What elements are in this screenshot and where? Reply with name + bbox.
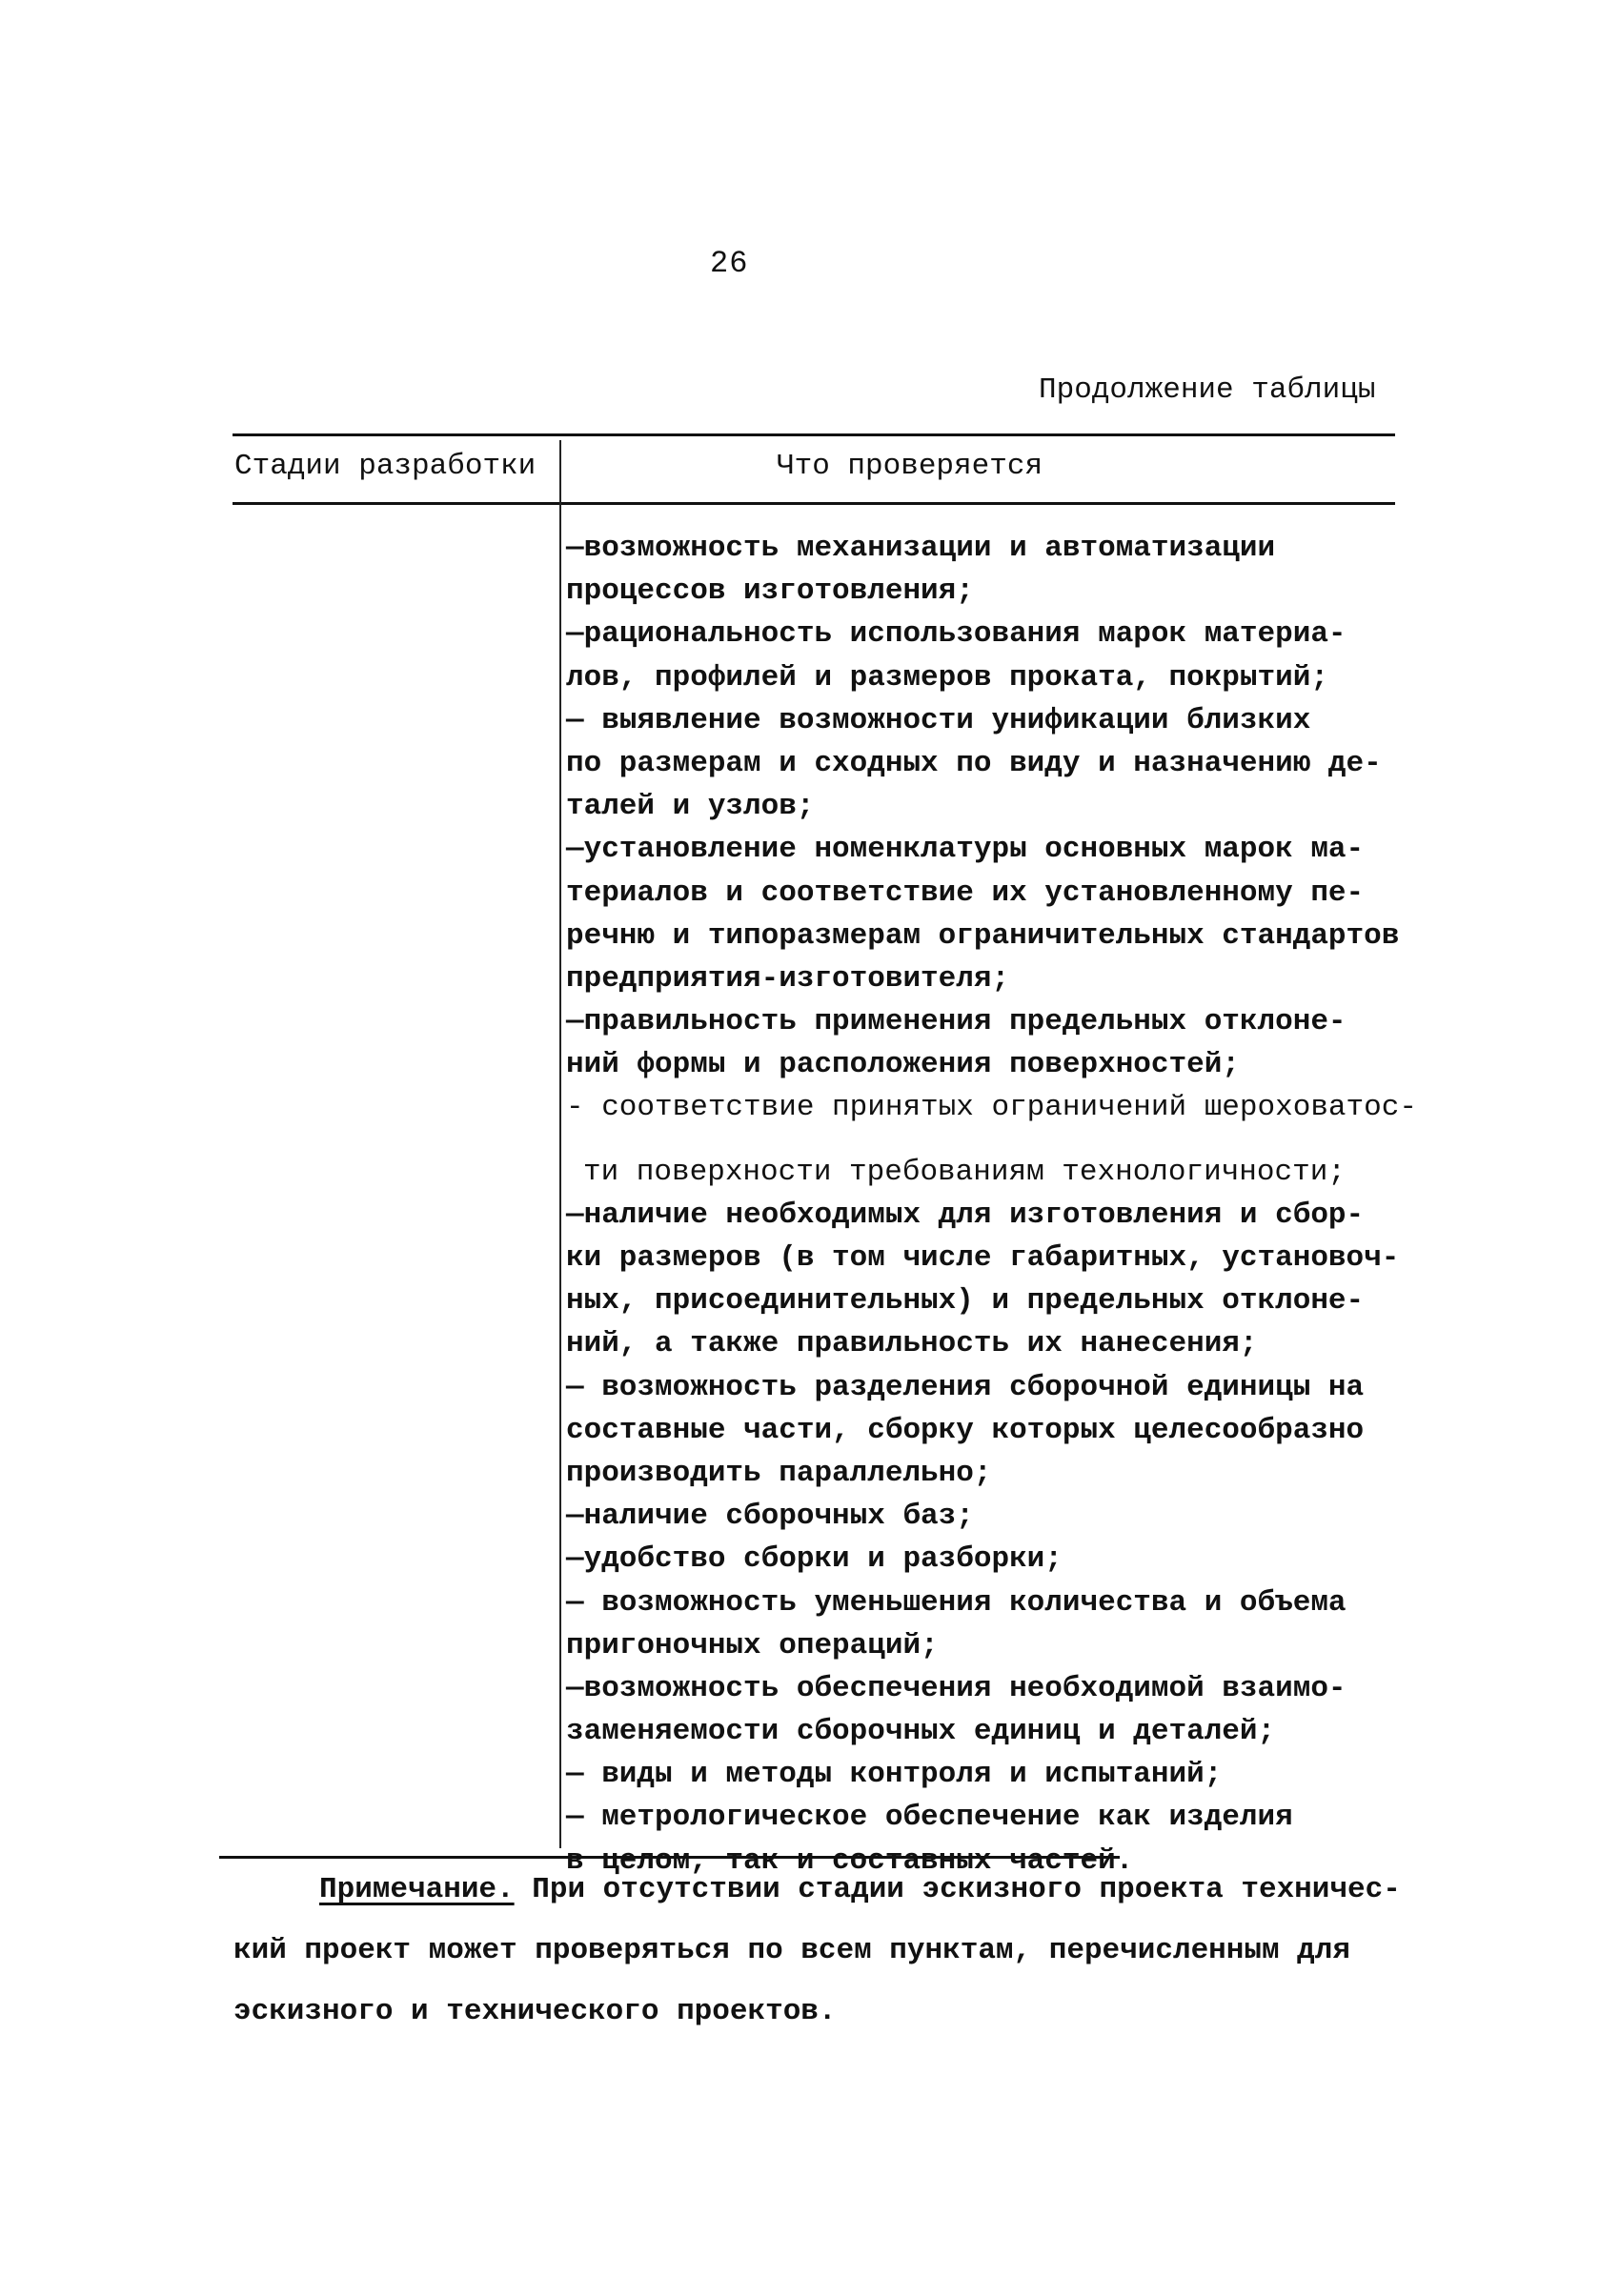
table-line: — выявление возможности унификации близких — [566, 703, 1311, 737]
table-line: речню и типоразмерам ограничительных стандартов — [566, 918, 1400, 953]
table-line: процессов изготовления; — [566, 574, 974, 609]
note-text: При отсутствии стадии эскизного проекта техничес- — [514, 1873, 1401, 1906]
table-line: — возможность уменьшения количества и объема — [566, 1585, 1347, 1620]
table-continuation-label: Продолжение таблицы — [1039, 373, 1376, 407]
table-line: —возможность механизации и автоматизации — [566, 532, 1276, 565]
note-line-3: эскизного и технического проектов. — [233, 1995, 837, 2028]
table-line: ных, присоединительных) и предельных отклоне- — [566, 1284, 1365, 1319]
note-paragraph — [233, 1860, 1415, 2043]
table-line: — возможность разделения сборочной единицы на — [566, 1370, 1365, 1404]
table-top-rule — [233, 433, 1395, 436]
table-line: ти поверхности требованиям технологичности; — [583, 1155, 1346, 1189]
page-number: 26 — [710, 246, 749, 281]
table-line: талей и узлов; — [566, 790, 815, 824]
table-line: —удобство сборки и разборки; — [566, 1542, 1063, 1577]
table-bottom-rule — [219, 1856, 1120, 1859]
table-line: —рациональность использования марок материа- — [566, 617, 1347, 652]
note-line-2: кий проект может проверяться по всем пунктам, перечисленным для — [233, 1934, 1350, 1967]
table-line: —правильность применения предельных отклоне- — [566, 1005, 1347, 1039]
table-line: —установление номенклатуры основных марок ма- — [566, 833, 1365, 867]
table-line: териалов и соответствие их установленному пе- — [566, 876, 1365, 910]
table-line: в целом, так и составных частей. — [566, 1843, 1134, 1878]
table-line: —наличие необходимых для изготовления и сбор- — [566, 1198, 1365, 1232]
table-line: заменяемости сборочных единиц и деталей; — [566, 1715, 1276, 1749]
table-line: — виды и методы контроля и испытаний; — [566, 1758, 1223, 1792]
table-line: ний формы и расположения поверхностей; — [566, 1048, 1240, 1082]
header-stages: Стадии разработки — [234, 450, 537, 483]
table-line: —наличие сборочных баз; — [566, 1500, 974, 1534]
table-line: - соответствие принятых ограничений шероховатос- — [566, 1091, 1417, 1125]
table-line: —возможность обеспечения необходимой взаимо- — [566, 1671, 1347, 1705]
checked-items-cell — [566, 527, 1424, 1883]
table-line: производить параллельно; — [566, 1456, 992, 1490]
note-line-1 — [233, 1860, 1415, 1921]
table-line: составные части, сборку которых целесообразно — [566, 1413, 1365, 1447]
table-line: предприятия-изготовителя; — [566, 961, 1010, 996]
table-line: ки размеров (в том числе габаритных, установоч- — [566, 1241, 1400, 1275]
header-what-is-checked: Что проверяется — [777, 450, 1043, 483]
table-line: — метрологическое обеспечение как изделия — [566, 1801, 1293, 1835]
table-header-rule — [233, 502, 1395, 505]
table-line: пригоночных операций; — [566, 1628, 939, 1662]
table-line: по размерам и сходных по виду и назначению де- — [566, 746, 1382, 780]
table-line: лов, профилей и размеров проката, покрытий; — [566, 660, 1328, 695]
column-divider — [559, 440, 561, 1848]
table-line: ний, а также правильность их нанесения; — [566, 1327, 1258, 1361]
note-label: Примечание. — [319, 1873, 515, 1906]
